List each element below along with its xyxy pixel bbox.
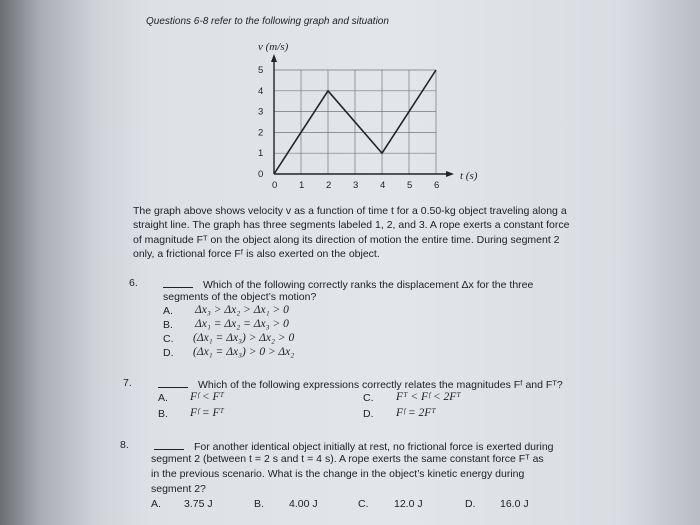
- option-text: Fᵀ < Fᶠ < 2Fᵀ: [396, 391, 461, 403]
- y-tick-label: 1: [258, 148, 264, 160]
- option-letter: C.: [358, 498, 369, 510]
- x-tick-label: 6: [434, 180, 440, 191]
- option-letter: B.: [254, 498, 264, 510]
- question-text: segment 2?: [151, 483, 206, 495]
- y-tick-label: 0: [258, 169, 264, 180]
- question-text: For another identical object initially at rest, no frictional force is exerted during: [194, 441, 554, 453]
- option-letter: D.: [163, 347, 174, 359]
- y-axis-label: v (m/s): [258, 41, 289, 53]
- option-text: Fᶠ = Fᵀ: [190, 407, 225, 419]
- situation-line: of magnitude Fᵀ on the object along its direction of motion the entire time. During segment 2: [133, 234, 560, 246]
- answer-blank[interactable]: [163, 277, 193, 288]
- question-text: in the previous scenario. What is the change in the object’s kinetic energy during: [151, 468, 525, 480]
- x-tick-label: 1: [299, 180, 305, 191]
- question-text: segments of the object’s motion?: [163, 291, 317, 303]
- option-letter: B.: [158, 408, 168, 420]
- option-letter: D.: [465, 498, 476, 510]
- option-text: Fᶠ < Fᵀ: [190, 391, 225, 403]
- option-text: 4.00 J: [289, 498, 318, 510]
- option-letter: A.: [158, 392, 168, 404]
- question-text: Which of the following correctly ranks the displacement Δx for the three: [203, 279, 534, 291]
- option-text: 12.0 J: [394, 498, 423, 510]
- option-text: 3.75 J: [184, 498, 213, 510]
- option-letter: B.: [163, 319, 173, 331]
- x-axis-label: t (s): [460, 170, 478, 182]
- situation-line: straight line. The graph has three segments labeled 1, 2, and 3. A rope exerts a constant force: [133, 219, 570, 231]
- option-text: Fᶠ = 2Fᵀ: [396, 407, 436, 419]
- option-letter: C.: [363, 392, 374, 404]
- option-text: (Δx₁ = Δx₃) > Δx₂ > 0: [193, 332, 295, 344]
- x-tick-label: 5: [407, 180, 413, 191]
- y-tick-label: 3: [258, 106, 264, 118]
- question-number: 8.: [120, 439, 129, 451]
- y-tick-label: 5: [258, 65, 264, 76]
- option-letter: D.: [363, 408, 374, 420]
- option-letter: C.: [163, 333, 174, 345]
- option-letter: A.: [163, 305, 173, 317]
- section-header: Questions 6-8 refer to the following graph and situation: [146, 16, 389, 27]
- y-axis-arrow-icon: [271, 54, 277, 62]
- answer-blank[interactable]: [158, 377, 188, 388]
- question-text: Which of the following expressions correctly relates the magnitudes Fᶠ and Fᵀ?: [198, 379, 563, 391]
- velocity-time-graph: [0, 0, 700, 200]
- y-tick-label: 2: [258, 127, 264, 139]
- situation-line: The graph above shows velocity v as a function of time t for a 0.50-kg object traveling along a: [133, 205, 567, 217]
- question-text: segment 2 (between t = 2 s and t = 4 s). A rope exerts the same constant force Fᵀ as: [151, 453, 544, 465]
- x-axis-arrow-icon: [446, 171, 454, 177]
- option-text: Δx₃ > Δx₂ > Δx₁ > 0: [195, 304, 289, 316]
- x-tick-label: 4: [380, 180, 386, 191]
- option-letter: A.: [151, 498, 161, 510]
- question-number: 6.: [129, 277, 138, 289]
- x-tick-label: 0: [272, 180, 278, 191]
- option-text: 16.0 J: [500, 498, 529, 510]
- question-number: 7.: [123, 377, 132, 389]
- option-text: (Δx₁ = Δx₃) > 0 > Δx₂: [193, 346, 295, 358]
- x-tick-label: 2: [326, 180, 332, 191]
- option-text: Δx₁ = Δx₂ = Δx₃ > 0: [195, 318, 289, 330]
- answer-blank[interactable]: [154, 439, 184, 450]
- x-tick-label: 3: [353, 180, 359, 191]
- situation-line: only, a frictional force Fᶠ is also exerted on the object.: [133, 248, 380, 260]
- y-tick-label: 4: [258, 85, 264, 97]
